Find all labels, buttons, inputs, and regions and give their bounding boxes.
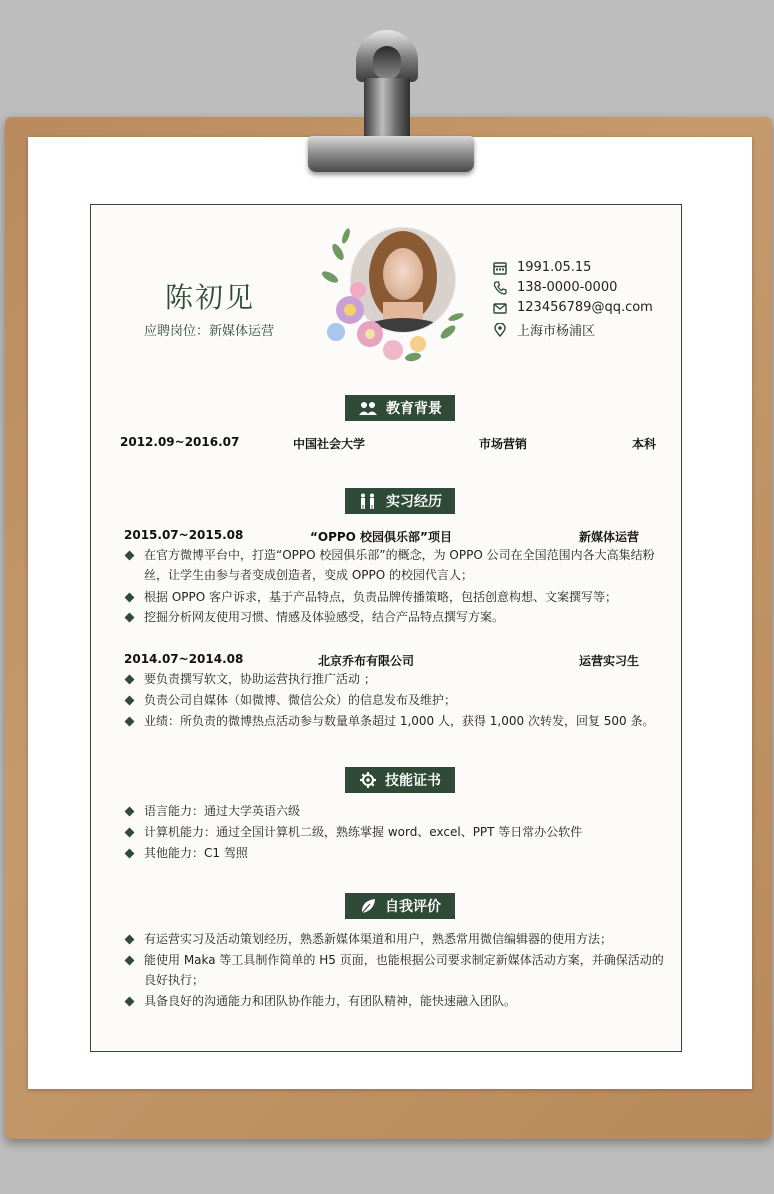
phone-icon [493, 281, 507, 295]
list-item: 要负责撰写软文，协助运营执行推广活动 ； [126, 669, 666, 689]
gear-icon [359, 771, 377, 789]
contact-email[interactable]: 123456789@qq.com [493, 300, 653, 315]
job-1-date: 2015.07~2015.08 [124, 528, 244, 542]
job-position: 应聘岗位：新媒体运营 [144, 324, 275, 339]
list-item: 能使用 Maka 等工具制作简单的 H5 页面，也能根据公司要求制定新媒体活动方案，并确保活动的良好执行； [126, 950, 666, 990]
section-education-heading: 教育背景 [345, 395, 455, 421]
contact-birthdate: 1991.05.15 [493, 260, 591, 275]
list-item: 负责公司自媒体（如微博、微信公众）的信息发布及维护； [126, 690, 666, 710]
job-2-role: 运营实习生 [579, 654, 640, 668]
education-major: 市场营销 [479, 437, 528, 451]
list-item: 挖掘分析网友使用习惯、情感及体验感受，结合产品特点撰写方案。 [126, 607, 666, 627]
location-icon [493, 323, 507, 337]
education-school: 中国社会大学 [293, 437, 366, 451]
job-1-org: “OPPO 校园俱乐部”项目 [310, 530, 452, 544]
mail-icon [493, 301, 507, 315]
calendar-icon [493, 261, 507, 275]
candidate-name: 陈初见 [165, 281, 256, 314]
users-icon [358, 400, 378, 416]
list-item: 在官方微博平台中，打造“OPPO 校园俱乐部”的概念，为 OPPO 公司在全国范围内各大高集结粉丝，让学生由参与者变成创造者，变成 OPPO 的校园代言人； [126, 545, 666, 585]
list-item: 计算机能力：通过全国计算机二级，熟练掌握 word、excel、PPT 等日常办公软件 [126, 822, 666, 842]
section-skills-heading: 技能证书 [345, 767, 455, 793]
avatar [318, 222, 464, 368]
list-item: 有运营实习及活动策划经历，熟悉新媒体渠道和用户，熟悉常用微信编辑器的使用方法； [126, 929, 666, 949]
job-2-date: 2014.07~2014.08 [124, 652, 244, 666]
education-degree: 本科 [632, 437, 657, 451]
contact-address: 上海市杨浦区 [493, 320, 595, 339]
education-date: 2012.09~2016.07 [120, 435, 240, 449]
list-item: 具备良好的沟通能力和团队协作能力，有团队精神，能快速融入团队。 [126, 991, 666, 1011]
list-item: 语言能力：通过大学英语六级 [126, 801, 666, 821]
job-1-role: 新媒体运营 [579, 530, 640, 544]
section-self-eval-heading: 自我评价 [345, 893, 455, 919]
list-item: 根据 OPPO 客户诉求，基于产品特点，负责品牌传播策略，包括创意构想、文案撰写等； [126, 587, 666, 607]
binder-clip-hole [373, 46, 401, 80]
section-internship-heading: 实习经历 [345, 488, 455, 514]
leaf-icon [359, 897, 377, 915]
list-item: 业绩：所负责的微博热点活动参与数量单条超过 1,000 人，获得 1,000 次转发，回复 500 条。 [126, 711, 666, 731]
binder-clip-neck [364, 78, 410, 140]
job-2-org: 北京乔布有限公司 [318, 654, 415, 668]
contact-phone[interactable]: 138-0000-0000 [493, 280, 617, 295]
binder-clip-base [308, 136, 474, 172]
people-icon [358, 493, 378, 509]
list-item: 其他能力：C1 驾照 [126, 843, 666, 863]
